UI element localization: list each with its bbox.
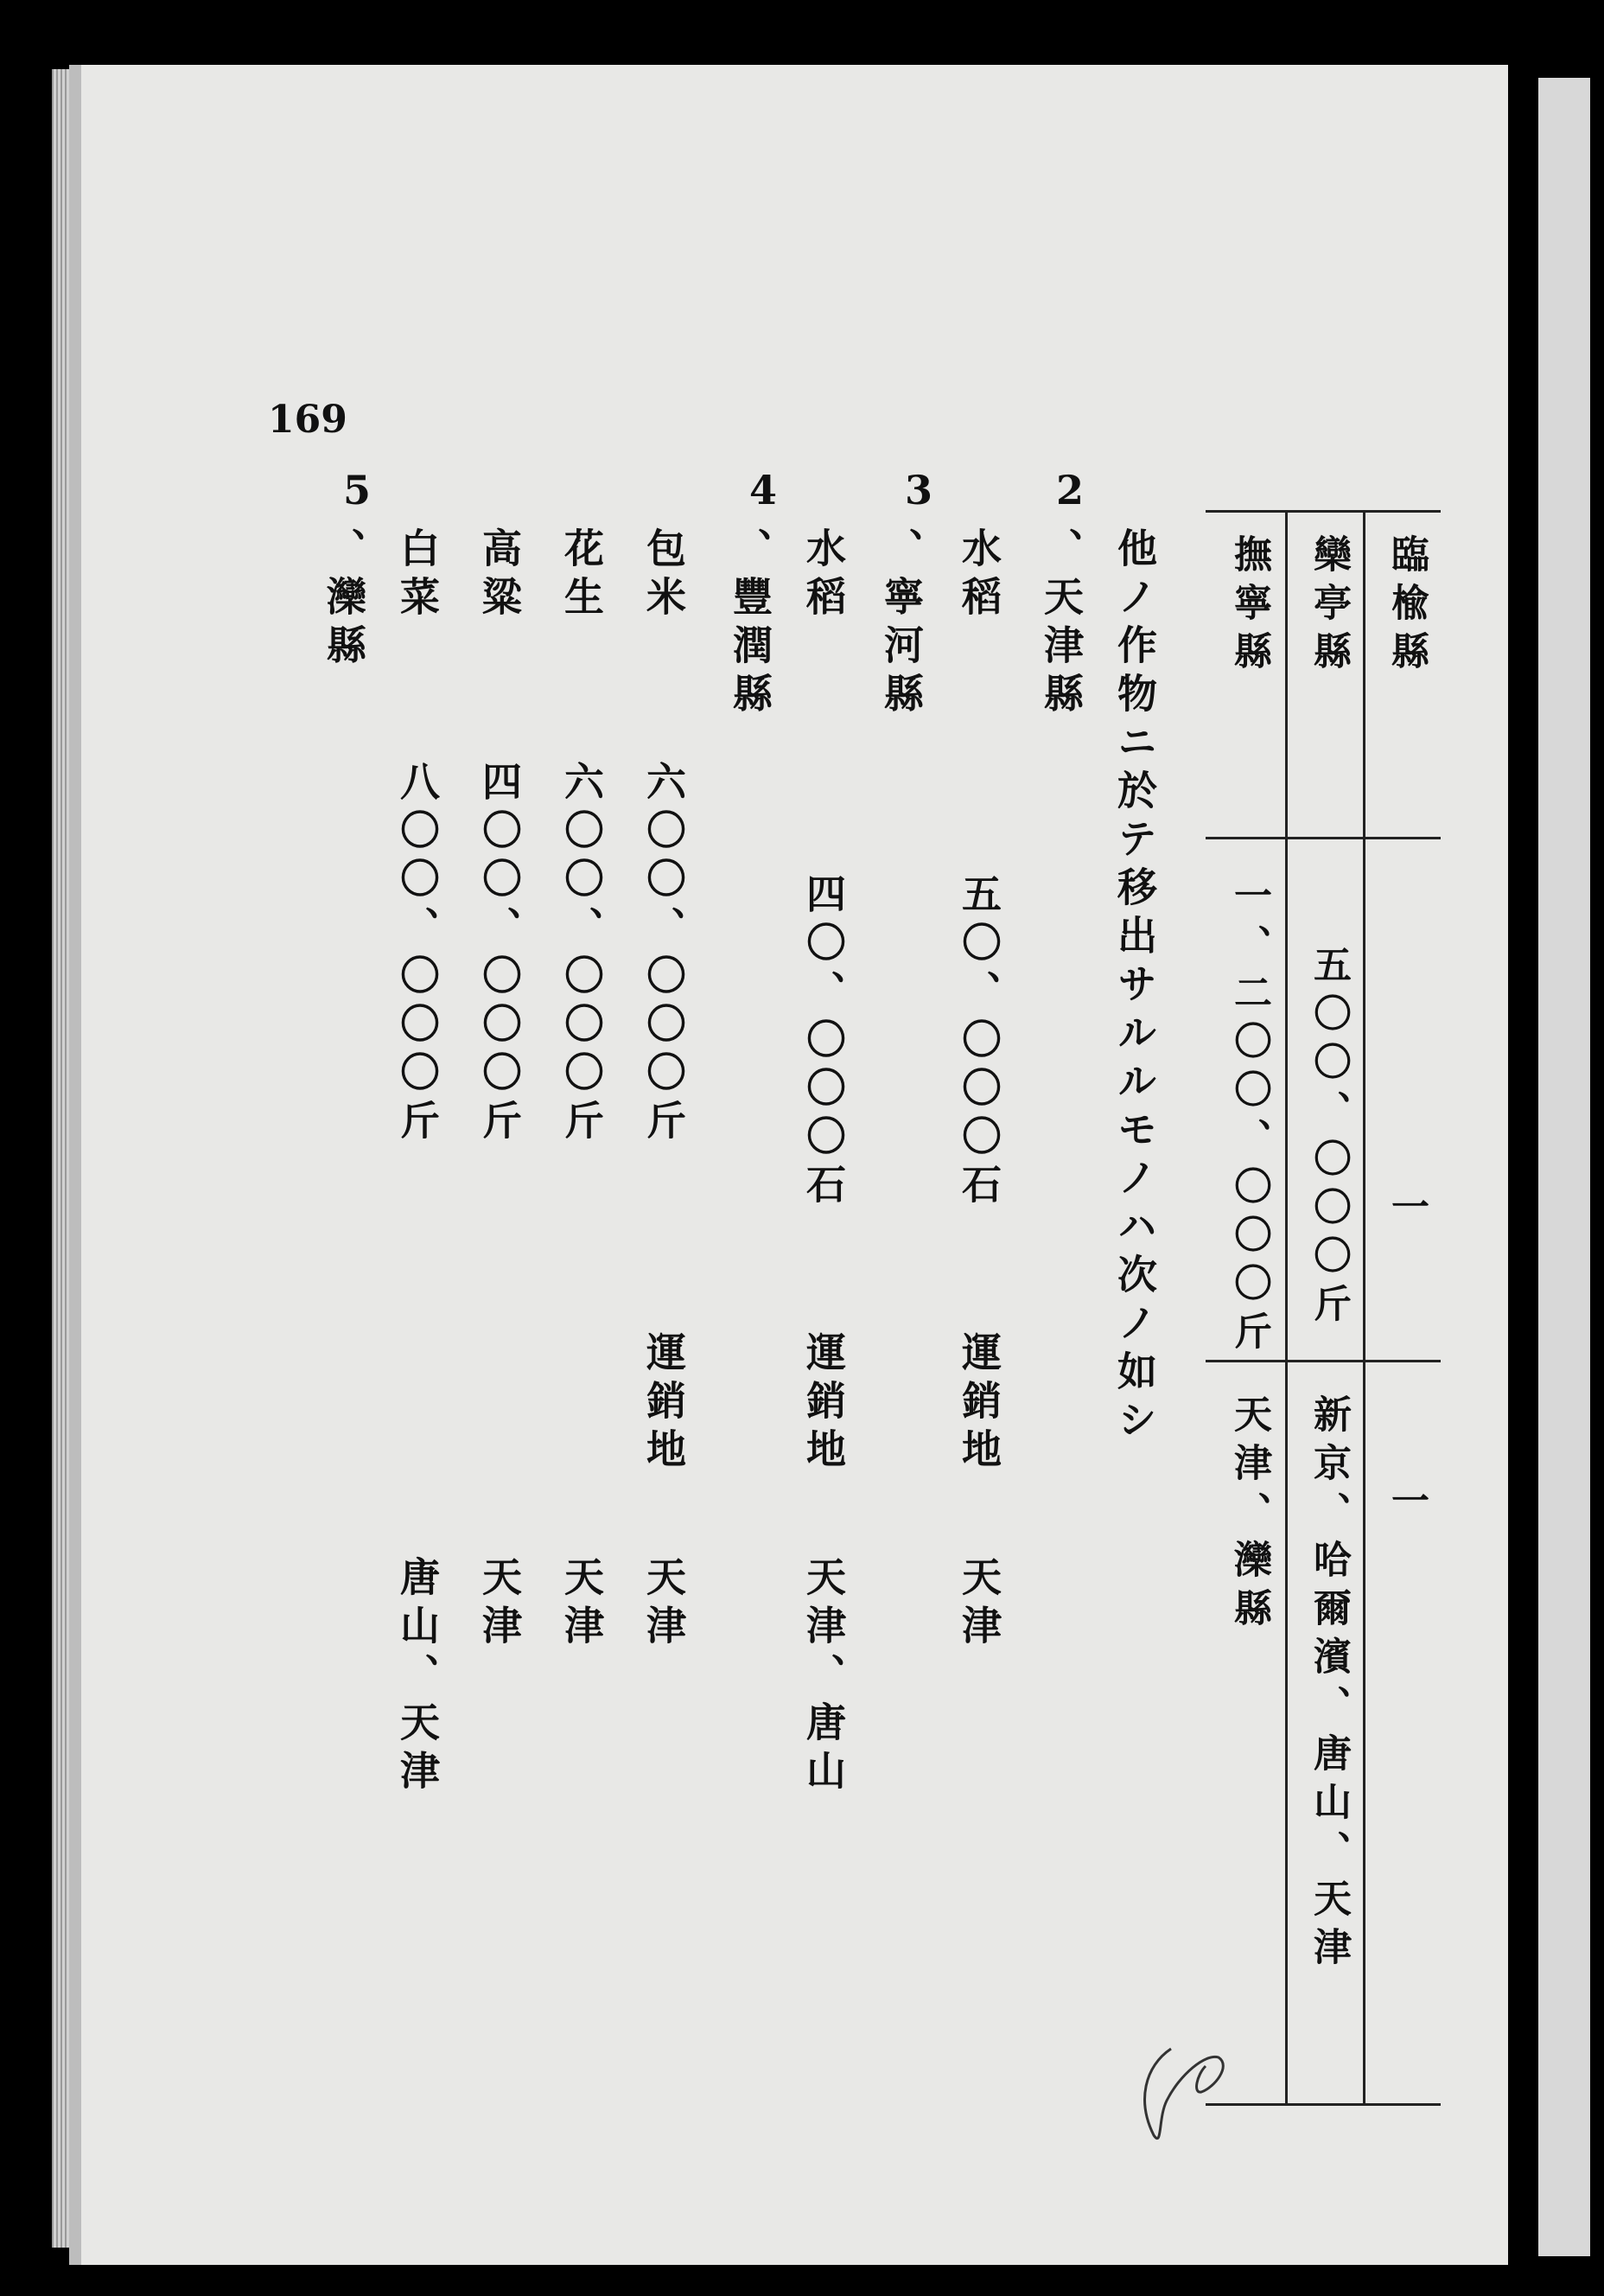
destination-label: 運銷地	[640, 1331, 687, 1476]
section-county: 、豐潤縣	[727, 527, 773, 721]
table-cell-destination: 新京、哈爾濱、唐山、天津	[1307, 1394, 1351, 1975]
destination: 天津	[640, 1556, 687, 1653]
destination: 天津	[558, 1556, 605, 1653]
page-number: 169	[268, 398, 347, 442]
adjacent-page-strip	[1538, 78, 1590, 2256]
crop-name: 水稻	[800, 527, 847, 624]
crop-amount: 四〇〇、〇〇〇斤	[476, 761, 523, 1148]
crop-name: 花生	[558, 527, 605, 624]
crop-amount: 八〇〇、〇〇〇斤	[394, 761, 441, 1148]
destination-label: 運銷地	[956, 1331, 1002, 1476]
section-county: 、灤縣	[321, 527, 367, 673]
section-number: 2	[1047, 467, 1093, 522]
section-county: 、天津縣	[1038, 527, 1085, 721]
table-divider	[1363, 513, 1365, 2103]
table-divider	[1206, 837, 1441, 839]
crop-name: 包米	[640, 527, 687, 624]
section-number: 4	[740, 467, 786, 522]
crop-name: 高粱	[476, 527, 523, 624]
destination: 唐山、天津	[394, 1556, 441, 1798]
table-cell-county: 臨楡縣	[1384, 534, 1429, 679]
table-cell-destination: 一	[1384, 1481, 1429, 1529]
crop-amount: 六〇〇、〇〇〇斤	[640, 761, 687, 1148]
table-cell-county: 欒亭縣	[1307, 534, 1351, 679]
destination: 天津	[476, 1556, 523, 1653]
destination: 天津、唐山	[800, 1556, 847, 1798]
section-number: 3	[895, 467, 942, 522]
section-county: 、寧河縣	[878, 527, 925, 721]
crop-amount: 五〇、〇〇〇石	[956, 873, 1002, 1212]
destination-label: 運銷地	[800, 1331, 847, 1476]
table-divider	[1206, 1360, 1441, 1362]
export-table	[1206, 510, 1441, 2106]
crop-amount: 六〇〇、〇〇〇斤	[558, 761, 605, 1148]
table-divider	[1285, 513, 1288, 2103]
crop-name: 水稻	[956, 527, 1002, 624]
table-cell-amount: 五〇〇、〇〇〇斤	[1307, 945, 1351, 1332]
intro-text: 他ノ作物ニ於テ移出サルルモノハ次ノ如シ	[1111, 527, 1158, 1447]
table-cell-amount: 一	[1384, 1187, 1429, 1235]
section-number: 5	[334, 467, 380, 522]
table-cell-destination: 天津、灤縣	[1227, 1394, 1271, 1636]
table-cell-amount: 一、二〇〇、〇〇〇斤	[1227, 876, 1271, 1360]
pencil-scribble	[1119, 2040, 1240, 2152]
table-cell-county: 撫寧縣	[1227, 534, 1271, 679]
destination: 天津	[956, 1556, 1002, 1653]
crop-name: 白菜	[394, 527, 441, 624]
crop-amount: 四〇、〇〇〇石	[800, 873, 847, 1212]
